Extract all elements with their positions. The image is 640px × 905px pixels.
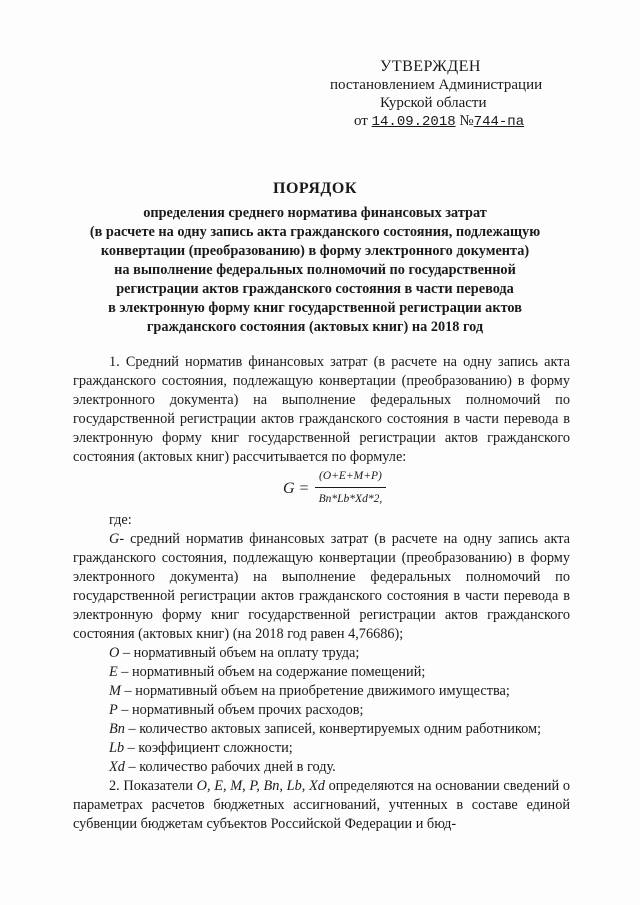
approval-title: УТВЕРЖДЕН (380, 58, 481, 75)
title-line: в электронную форму книг государственной регистрации актов (108, 300, 522, 316)
number-prefix: № (459, 113, 474, 129)
definition-item: Bn – количество актовых записей, конвертируемых одним работником; (109, 721, 542, 737)
title-main: ПОРЯДОК (273, 180, 357, 197)
title-line: регистрации актов гражданского состояния в части перевода (116, 281, 514, 297)
formula-numerator: (O+E+M+P) (315, 467, 386, 488)
approval-stamp (330, 58, 570, 131)
formula-denominator: Bn*Lb*Xd*2, (318, 493, 383, 505)
title-line: гражданского состояния (актовых книг) на 2018 год (146, 319, 484, 335)
title-line: на выполнение федеральных полномочий по государственной (114, 262, 516, 278)
definition-item: O – нормативный объем на оплату труда; (109, 645, 360, 661)
g-definition: G- средний норматив финансовых затрат (в расчете на одну запись акта гражданского состояния, подлежащую конвертации (преобразованию) в форму электронного документа) на выполнение федеральных полномочий по государственной регистрации актов гражданского состояния в части перевода в электронную форму книг государственной регистрации актов гражданского состояния (актовых книг) (на 2018 год равен 4,76686); (73, 531, 570, 642)
document-title (60, 180, 570, 337)
definition-item: P – нормативный объем прочих расходов; (109, 702, 364, 718)
definition-item: M – нормативный объем на приобретение движимого имущества; (109, 683, 510, 699)
document-body (73, 353, 570, 834)
formula-lhs: G = (283, 480, 310, 497)
where-label: где: (109, 512, 132, 528)
var-name: G (109, 531, 120, 547)
formula (73, 467, 570, 511)
approval-number: 744-па (473, 114, 525, 130)
paragraph-2: 2. Показатели O, E, M, P, Bn, Lb, Xd определяются на основании сведений о параметрах расчетов бюджетных ассигнований, учтенных в составе единой субвенции бюджетам субъектов Российской Федерации и бюд- (73, 778, 570, 832)
definition-item: Xd – количество рабочих дней в году. (109, 759, 336, 775)
approval-date: 14.09.2018 (371, 114, 456, 130)
title-line: конвертации (преобразованию) в форму электронного документа) (100, 243, 530, 259)
paragraph-1: 1. Средний норматив финансовых затрат (в расчете на одну запись акта гражданского состояния, подлежащую конвертации (преобразованию) в форму электронного документа) на выполнение федеральных полномочий по государственной регистрации актов гражданского состояния в части перевода в электронную форму книг государственной регистрации актов гражданского состояния (актовых книг) рассчитывается по формуле: (73, 354, 570, 465)
approval-date-line (330, 112, 570, 131)
title-line: (в расчете на одну запись акта гражданского состояния, подлежащую (89, 224, 541, 240)
formula-fraction (315, 467, 386, 509)
approval-by: постановлением Администрации (330, 77, 543, 93)
definition-item: E – нормативный объем на содержание помещений; (109, 664, 426, 680)
definition-item: Lb – коэффициент сложности; (109, 740, 293, 756)
title-line: определения среднего норматива финансовых затрат (143, 205, 487, 221)
date-prefix: от (354, 113, 368, 129)
approval-region: Курской области (380, 95, 487, 111)
